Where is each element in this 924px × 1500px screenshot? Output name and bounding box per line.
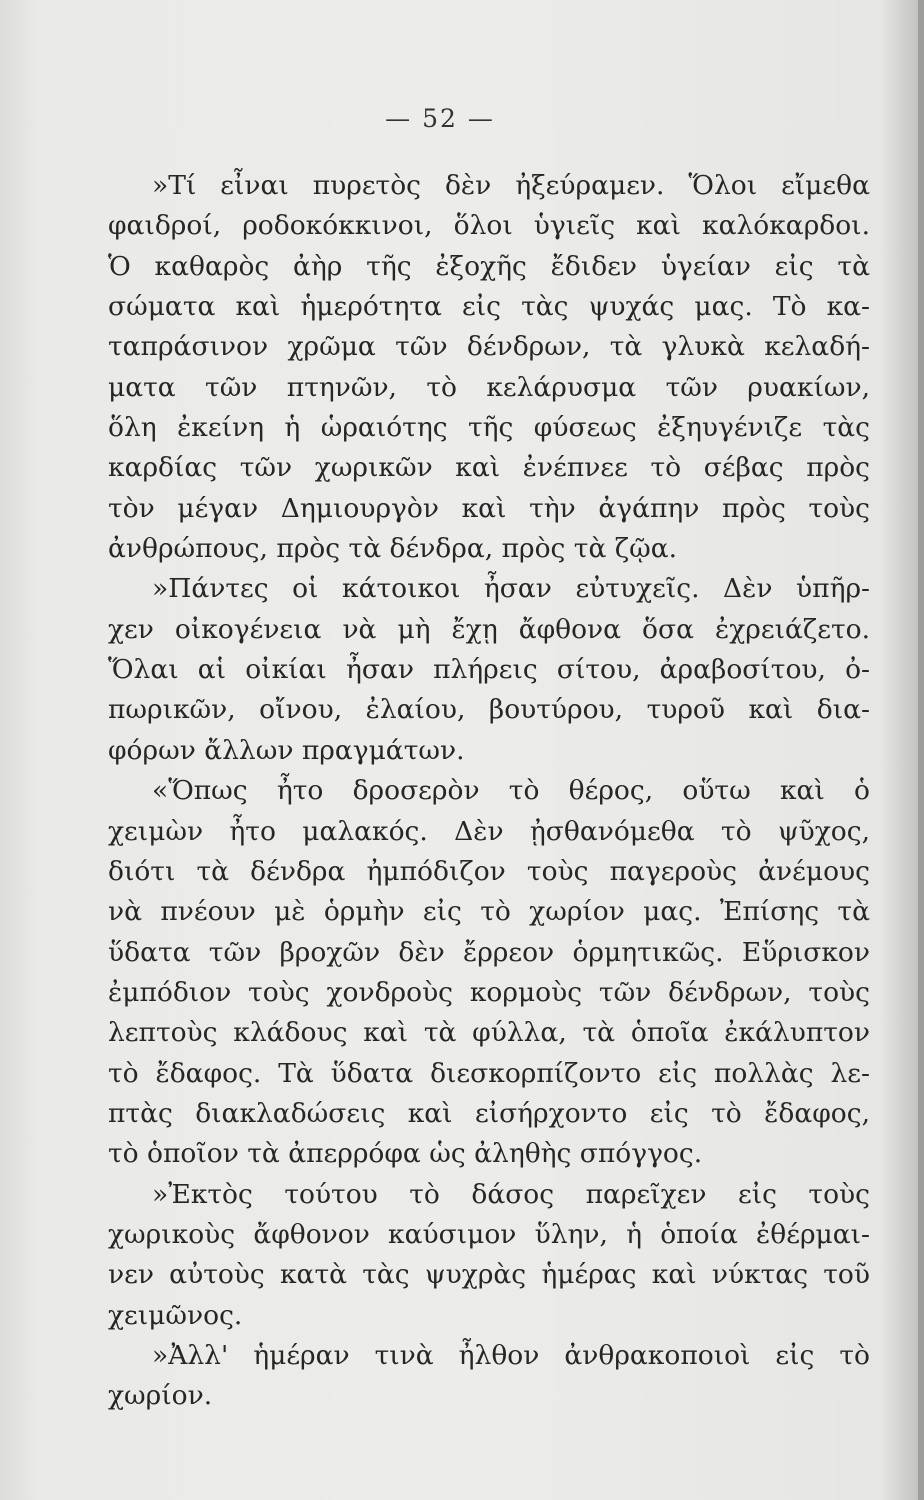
- text-line: πτὰς διακλαδώσεις καὶ εἰσήρχοντο εἰς τὸ ἔδαφος,: [108, 1097, 870, 1129]
- text-line: χεν οἰκογένεια νὰ μὴ ἔχῃ ἄφθονα ὅσα ἐχρειάζετο.: [108, 613, 870, 645]
- text-line: φόρων ἄλλων πραγμάτων.: [108, 734, 465, 766]
- text-line: ταπράσινον χρῶμα τῶν δένδρων, τὰ γλυκὰ κελαδή-: [108, 331, 870, 363]
- text-line: Ὁ καθαρὸς ἀὴρ τῆς ἐξοχῆς ἔδιδεν ὑγείαν εἰς τὰ: [108, 250, 870, 282]
- text-line: Ὅλαι αἱ οἰκίαι ἦσαν πλήρεις σίτου, ἀραβοσίτου, ὀ-: [108, 654, 870, 686]
- page-edge-shadow: [918, 0, 924, 1500]
- text-line: »Ἀλλ' ἡμέραν τινὰ ἦλθον ἀνθρακοποιοὶ εἰς τὸ: [152, 1339, 870, 1371]
- text-line: »Τί εἶναι πυρετὸς δὲν ἠξεύραμεν. Ὅλοι εἴμεθα: [152, 170, 870, 201]
- text-line: «Ὅπως ἦτο δροσερὸν τὸ θέρος, οὕτω καὶ ὁ: [152, 775, 870, 807]
- text-line: »Πάντες οἱ κάτοικοι ἦσαν εὐτυχεῖς. Δὲν ὑπῆρ-: [152, 573, 870, 605]
- text-line: χειμὼν ἦτο μαλακός. Δὲν ᾐσθανόμεθα τὸ ψῦχος,: [108, 815, 870, 847]
- text-line: ὅλη ἐκείνη ἡ ὡραιότης τῆς φύσεως ἐξηυγένιζε τὰς: [108, 412, 870, 444]
- text-line: νὰ πνέουν μὲ ὁρμὴν εἰς τὸ χωρίον μας. Ἐπίσης τὰ: [108, 896, 870, 928]
- text-line: τὸ ἔδαφος. Τὰ ὕδατα διεσκορπίζοντο εἰς πολλὰς λε-: [108, 1057, 870, 1089]
- text-line: νεν αὐτοὺς κατὰ τὰς ψυχρὰς ἡμέρας καὶ νύκτας τοῦ: [108, 1259, 870, 1291]
- text-line: χωρίον.: [108, 1380, 213, 1412]
- text-line: πωρικῶν, οἴνου, ἐλαίου, βουτύρου, τυροῦ καὶ δια-: [108, 694, 870, 726]
- text-line: ἐμπόδιον τοὺς χονδροὺς κορμοὺς τῶν δένδρων, τοὺς: [108, 976, 870, 1008]
- text-line: χωρικοὺς ἄφθονον καύσιμον ὕλην, ἡ ὁποία ἐθέρμαι-: [108, 1218, 870, 1250]
- text-line: λεπτοὺς κλάδους καὶ τὰ φύλλα, τὰ ὁποῖα ἐκάλυπτον: [108, 1017, 870, 1049]
- text-line: ματα τῶν πτηνῶν, τὸ κελάρυσμα τῶν ρυακίων,: [108, 371, 870, 403]
- text-line: τὸ ὁποῖον τὰ ἀπερρόφα ὡς ἀληθὴς σπόγγος.: [108, 1138, 703, 1170]
- text-line: »Ἐκτὸς τούτου τὸ δάσος παρεῖχεν εἰς τοὺς: [152, 1178, 870, 1210]
- text-line: φαιδροί, ροδοκόκκινοι, ὅλοι ὑγιεῖς καὶ καλόκαρδοι.: [108, 210, 870, 242]
- page-number: — 52 —: [385, 104, 495, 133]
- body-text: [108, 166, 870, 1417]
- text-line: τὸν μέγαν Δημιουργὸν καὶ τὴν ἀγάπην πρὸς τοὺς: [108, 492, 870, 524]
- text-line: ἀνθρώπους, πρὸς τὰ δένδρα, πρὸς τὰ ζῷα.: [108, 533, 678, 565]
- text-line: σώματα καὶ ἡμερότητα εἰς τὰς ψυχάς μας. Τὸ κα-: [108, 291, 870, 323]
- text-line: καρδίας τῶν χωρικῶν καὶ ἐνέπνεε τὸ σέβας πρὸς: [108, 452, 870, 484]
- text-line: χειμῶνος.: [108, 1299, 243, 1331]
- text-line: διότι τὰ δένδρα ἠμπόδιζον τοὺς παγεροὺς ἀνέμους: [108, 855, 870, 887]
- text-line: ὕδατα τῶν βροχῶν δὲν ἔρρεον ὁρμητικῶς. Εὕρισκον: [108, 936, 870, 968]
